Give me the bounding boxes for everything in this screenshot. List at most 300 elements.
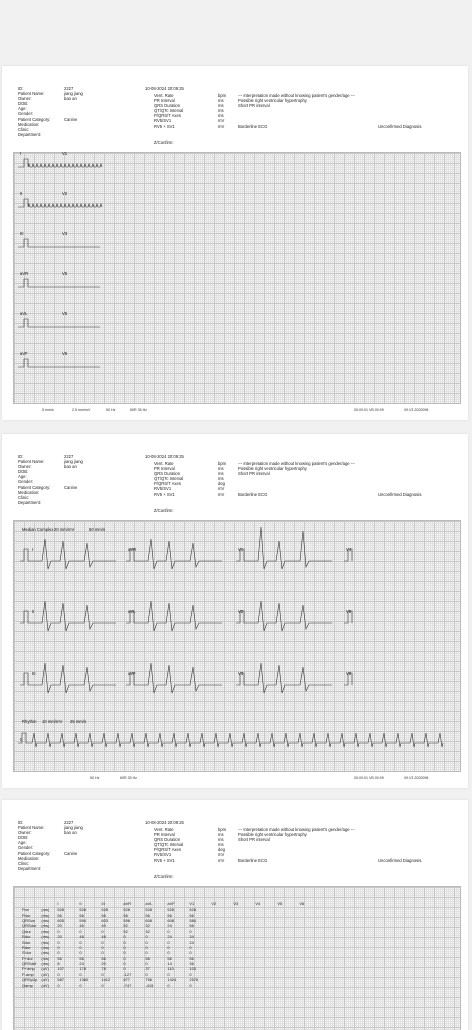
table-cell: 56 [189, 923, 194, 929]
lead-label-aVR: aVR [20, 271, 29, 276]
lead-label-V3: V3 [62, 231, 68, 236]
table-cell: 0 [101, 950, 104, 956]
table-cell: Pdur [22, 912, 31, 918]
table-cell: 78 [101, 966, 106, 972]
median-lead-label-V6: V6 [346, 671, 352, 676]
header-label: ID: [18, 820, 24, 825]
header-value [64, 500, 124, 505]
header-label: Patient Category: [18, 116, 51, 122]
table-cell: (uV) [41, 977, 49, 983]
table-cell: 20 [57, 923, 62, 929]
lead-label-aVF: aVF [20, 351, 28, 356]
table-cell: 1412 [101, 977, 111, 983]
header-label: Gender: [18, 479, 34, 485]
unconfirmed-diagnosis: Unconfirmed Diagnosis. [378, 858, 423, 863]
measurement-label: Vent. Rate [154, 827, 174, 832]
report-page-2 [2, 434, 468, 788]
table-cell: 0 [145, 950, 148, 956]
table-cell: 594 [79, 917, 87, 923]
table-cell: QRSdur [22, 923, 37, 929]
table-header-row [20, 899, 319, 907]
median-trace-II [20, 601, 116, 631]
table-cell: 0 [101, 944, 104, 950]
footer-gain: 2.5 mm/mV [72, 408, 91, 412]
header-value: jiang jiang [64, 459, 83, 465]
table-cell: Rdur [22, 944, 31, 950]
table-cell: QRSdef [22, 961, 37, 967]
lead-label-V5: V5 [62, 271, 68, 276]
header-label: Patient Name: [18, 91, 45, 97]
header-label: Medication: [18, 855, 40, 861]
table-cell: (ms) [41, 950, 50, 956]
header-labels [18, 454, 62, 505]
record-datetime: 10-08-2024 20:09:25 [145, 454, 184, 459]
table-cell: 0 [101, 971, 104, 977]
table-cell: 34 [189, 934, 194, 940]
table-cell: 56 [123, 912, 128, 918]
measurement-label: P/QRS/T Axes [154, 481, 181, 487]
header-label: Gender: [18, 111, 34, 117]
header-label: Department: [18, 499, 42, 505]
table-cell: 0 [79, 971, 82, 977]
rhythm-gain: 10 mm/mV [42, 719, 63, 724]
record-datetime: 10-08-2024 20:09:25 [145, 820, 184, 825]
header-label: Patient Name: [18, 459, 45, 465]
header-label: Department: [18, 131, 42, 137]
table-cell: 0 [101, 939, 104, 945]
table-cell: 605 [57, 917, 65, 923]
table-cell: 603 [101, 917, 109, 923]
measurement-grid [13, 886, 461, 1030]
median-lead-label-II: II [32, 609, 35, 614]
confirm-signature: Z/Confirm: [154, 508, 174, 513]
measurement-units [218, 93, 232, 129]
measurement-unit: ms [218, 108, 224, 114]
table-cell: 0 [101, 982, 104, 988]
table-cell: 107 [57, 966, 65, 972]
report-page-1 [2, 66, 468, 420]
table-cell: 608 [167, 917, 175, 923]
table-cell: 0 [189, 950, 192, 956]
median-trace-V1 [236, 527, 332, 569]
table-cell: 0 [57, 950, 60, 956]
header-label: Age: [18, 474, 27, 480]
table-cell: 110 [167, 966, 174, 972]
table-cell: 0 [123, 934, 126, 940]
interpretation-line: Short PR interval [238, 837, 270, 843]
footer-speed: 5 mm/s [42, 408, 54, 412]
table-cell: -747 [123, 982, 132, 988]
interpretation-line: Possible right ventricular hypertrophy [238, 98, 307, 104]
table-cell: 56 [101, 912, 106, 918]
header-label: Clinic: [18, 126, 30, 132]
lead-label-V6: V6 [62, 351, 68, 356]
lead-trace-I [18, 159, 102, 167]
table-cell: 0 [145, 971, 148, 977]
table-cell: 0 [123, 966, 126, 972]
lead-trace-III [18, 239, 100, 247]
median-lead-label-V4: V4 [346, 547, 352, 552]
table-cell: (uV) [41, 982, 49, 988]
table-cell: P+dur [22, 955, 33, 961]
measurement-label: RV5/SV1 [154, 486, 172, 492]
header-label: Clinic: [18, 494, 30, 500]
table-cell: 0 [145, 961, 148, 967]
table-cell: 528 [57, 907, 65, 913]
header-label: Department: [18, 865, 42, 871]
table-cell: 24 [167, 934, 172, 940]
table-cell: 103 [189, 966, 197, 972]
table-cell: 40 [101, 923, 106, 929]
table-cell: 56 [79, 955, 84, 961]
measurement-label: QRS Duration [154, 103, 181, 109]
lead-trace-aVF [18, 359, 100, 367]
measurement-unit: ms [218, 837, 224, 843]
median-lead-label-aVL: aVL [128, 609, 136, 614]
measurement-unit: mV [218, 852, 225, 858]
measurement-units [218, 461, 232, 497]
borderline-statement: Borderline ECG [238, 492, 268, 497]
column-header: V2 [211, 900, 217, 906]
measurement-unit: mV [218, 491, 225, 497]
ecg-traces [14, 521, 460, 771]
measurement-unit: ms [218, 103, 224, 109]
measurement-labels [154, 93, 214, 129]
measurement-unit: ms [218, 98, 224, 104]
header-labels [18, 86, 62, 137]
table-row [20, 982, 319, 987]
lead-label-V2: V2 [62, 191, 68, 196]
lead-trace-aVR [18, 279, 100, 287]
column-header: V4 [255, 900, 261, 906]
header-label: Owner: [18, 96, 32, 102]
measurement-label: QT/QTc Interval [154, 108, 184, 114]
table-cell: 24 [167, 923, 172, 929]
record-datetime: 10-08-2024 20:09:25 [145, 86, 184, 91]
header-label: Owner: [18, 464, 32, 470]
interpretation-line: --- Interpretation made without knowing patient's gender/age --- [238, 827, 355, 832]
column-header: III [101, 900, 105, 906]
measurement-label: QRS Duration [154, 471, 181, 477]
median-trace-aVL [126, 601, 222, 631]
table-cell: (ms) [41, 955, 50, 961]
header-value: 2227 [64, 454, 74, 459]
borderline-statement: Borderline ECG [238, 858, 268, 863]
median-gain: 20 mm/mV [54, 527, 75, 532]
table-cell: 0 [79, 939, 82, 945]
median-lead-label-V2: V2 [238, 609, 244, 614]
interpretation-text [238, 93, 388, 108]
table-cell: 0 [57, 939, 60, 945]
median-trace-V2 [236, 601, 332, 631]
table-cell: 528 [189, 907, 197, 913]
measurement-unit: ms [218, 113, 224, 119]
measurement-label: PR Interval [154, 98, 175, 104]
table-cell: 8 [57, 961, 60, 967]
median-trace-aVR [126, 539, 222, 569]
measurement-unit: ms [218, 476, 224, 482]
table-cell: (ms) [41, 939, 50, 945]
header-label: Patient Category: [18, 484, 51, 490]
column-header [39, 899, 55, 907]
table-cell: 52 [123, 923, 128, 929]
table-cell: 56 [167, 955, 172, 961]
patient-header [2, 434, 468, 518]
table-cell: 0 [189, 982, 192, 988]
measurement-unit: mV [218, 123, 225, 129]
table-cell: Pon [22, 907, 30, 913]
table-cell: -415 [145, 982, 154, 988]
table-cell: 0 [167, 982, 170, 988]
table-cell: QRSp2p [22, 977, 38, 983]
measurement-unit: bpm [218, 93, 227, 98]
measurement-unit: ms [218, 471, 224, 477]
median-lead-label-V1: V1 [238, 547, 244, 552]
footer-mains-filter: 50 Hz [106, 408, 116, 412]
table-cell: Qamp [22, 982, 33, 988]
measurement-labels [154, 827, 214, 863]
table-cell: 52 [123, 928, 128, 934]
table-cell: 0 [57, 928, 60, 934]
table-cell: 0 [57, 944, 60, 950]
table-cell: (ms) [41, 907, 50, 913]
table-cell: 24 [189, 939, 194, 945]
table-cell: 528 [123, 907, 131, 913]
table-cell: 32 [145, 923, 150, 929]
table-cell: 0 [57, 971, 60, 977]
measurement-unit: ms [218, 466, 224, 472]
table-cell: 0 [167, 944, 170, 950]
header-labels [18, 820, 62, 871]
table-cell: (ms) [41, 917, 50, 923]
table-cell: 56 [167, 912, 172, 918]
header-value: bao an [64, 464, 77, 470]
header-label: ID: [18, 454, 24, 459]
header-value: Canine [64, 484, 78, 490]
lead-label-V5: V5 [62, 311, 68, 316]
header-value: bao an [64, 830, 77, 836]
measurement-label: RV5 + SV1 [154, 491, 175, 497]
table-cell: S'dur [22, 950, 32, 956]
table-cell: 0 [79, 928, 82, 934]
footer-filter: 60R 35 Hz [120, 776, 137, 780]
footer-serial: 09.V3 2020098 [404, 776, 429, 780]
table-cell: 0 [79, 950, 82, 956]
table-cell: 37 [145, 966, 150, 972]
table-cell: (ms) [41, 912, 50, 918]
footer-mains-filter: 50 Hz [90, 776, 100, 780]
footer-device-code: 00:00:01 VB 00:09 [354, 776, 384, 780]
table-cell: 528 [145, 907, 153, 913]
table-cell: 24 [79, 961, 84, 967]
header-label: DOB: [18, 469, 29, 475]
table-cell: 36 [189, 961, 194, 967]
table-cell: 0 [123, 939, 126, 945]
ecg-grid-median [13, 520, 461, 772]
header-value: jiang jiang [64, 825, 83, 831]
table-cell: 0 [189, 928, 192, 934]
median-trace-III [20, 663, 116, 693]
measurement-label: P/QRS/T Axes [154, 847, 181, 853]
patient-header [2, 66, 468, 150]
median-trace-V3 [236, 663, 332, 693]
measurement-label: QT/QTc Interval [154, 842, 184, 848]
column-header: V1 [189, 900, 195, 906]
column-header [20, 899, 39, 907]
table-cell: 20 [57, 934, 62, 940]
table-cell: 0 [123, 955, 126, 961]
measurement-label: Vent. Rate [154, 93, 174, 98]
column-header: aVR [123, 900, 132, 906]
interpretation-line: Possible right ventricular hypertrophy [238, 832, 307, 838]
measurement-label: RV5/SV1 [154, 118, 172, 124]
measurement-unit: mV [218, 857, 225, 863]
header-label: Medication: [18, 121, 40, 127]
median-label: Median Complex [22, 527, 54, 532]
median-lead-label-aVR: aVR [128, 547, 137, 552]
table-cell: 0 [189, 971, 192, 977]
median-lead-label-V3: V3 [238, 671, 244, 676]
rhythm-speed: 25 mm/s [70, 719, 87, 724]
measurement-table [20, 899, 319, 988]
header-label: Age: [18, 840, 27, 846]
interpretation-text [238, 461, 388, 476]
column-header: V6 [299, 900, 305, 906]
report-page-3 [2, 800, 468, 1030]
table-cell: 56 [101, 955, 106, 961]
table-cell: 0 [123, 950, 126, 956]
confirm-signature: Z/Confirm: [154, 874, 174, 879]
column-header: aVL [145, 900, 153, 906]
median-trace-I [20, 539, 116, 569]
table-cell: 56 [145, 955, 150, 961]
table-cell: 56 [79, 912, 84, 918]
table-cell: 0 [57, 982, 60, 988]
table-cell: 528 [101, 907, 109, 913]
header-value: bao an [64, 96, 77, 102]
table-cell: 1360 [79, 977, 89, 983]
lead-trace-aVL [18, 319, 100, 327]
median-trace-aVF [126, 663, 222, 693]
table-cell: 56 [189, 912, 194, 918]
unconfirmed-diagnosis: Unconfirmed Diagnosis. [378, 124, 423, 129]
table-cell: Qdur [22, 928, 31, 934]
measurement-unit: mV [218, 486, 225, 492]
column-header: aVF [167, 900, 175, 906]
header-label: Medication: [18, 489, 40, 495]
measurement-unit: deg [218, 847, 225, 853]
interpretation-line: --- Interpretation made without knowing patient's gender/age --- [238, 93, 355, 98]
table-cell: 0 [123, 961, 126, 967]
measurement-label: QT/QTc Interval [154, 476, 184, 482]
ecg-traces [14, 153, 460, 403]
interpretation-line: --- Interpretation made without knowing patient's gender/age --- [238, 461, 355, 466]
table-cell: P+amp [22, 966, 35, 972]
median-lead-label-aVF: aVF [128, 671, 136, 676]
column-header: II [79, 900, 82, 906]
table-cell: 0 [167, 928, 170, 934]
header-values [64, 820, 124, 871]
header-value: Canine [64, 850, 78, 856]
lead-label-aVL: aVL [20, 311, 28, 316]
table-cell: 2576 [189, 977, 199, 983]
header-values [64, 454, 124, 505]
header-label: DOB: [18, 101, 29, 107]
table-cell: 32 [145, 928, 150, 934]
measurement-label: PR Interval [154, 832, 175, 838]
measurement-label: RV5 + SV1 [154, 123, 175, 129]
rhythm-trace [18, 733, 443, 747]
table-cell: (ms) [41, 928, 50, 934]
header-value: 2227 [64, 86, 74, 91]
table-cell: 528 [79, 907, 87, 913]
table-cell: 0 [123, 944, 126, 950]
table-cell: 0 [167, 939, 170, 945]
measurement-labels [154, 461, 214, 497]
header-label: DOB: [18, 835, 29, 841]
table-cell: 0 [145, 939, 148, 945]
unconfirmed-diagnosis: Unconfirmed Diagnosis. [378, 492, 423, 497]
table-cell: Rdur [22, 934, 31, 940]
median-lead-label-III: III [32, 671, 36, 676]
lead-label-II: II [20, 191, 23, 196]
table-cell: 587 [57, 977, 65, 983]
table-cell: (ms) [41, 923, 50, 929]
table-cell: 46 [79, 923, 84, 929]
interpretation-line: Possible right ventricular hypertrophy [238, 466, 307, 472]
table-cell: 0 [79, 982, 82, 988]
header-label: Patient Category: [18, 850, 51, 856]
header-label: Clinic: [18, 860, 30, 866]
measurement-unit: mV [218, 118, 225, 124]
table-cell: 14 [167, 961, 172, 967]
measurement-unit: bpm [218, 461, 227, 466]
ecg-grid-12-lead [13, 152, 461, 404]
confirm-signature: Z/Confirm: [154, 140, 174, 145]
table-cell: 584 [189, 917, 197, 923]
measurement-unit: bpm [218, 827, 227, 832]
table-cell: 48 [101, 934, 106, 940]
header-label: Owner: [18, 830, 32, 836]
table-cell: 56 [57, 955, 62, 961]
table-cell: QRSon [22, 917, 36, 923]
table-cell: (ms) [41, 934, 50, 940]
table-cell: 598 [123, 917, 131, 923]
measurement-unit: deg [218, 481, 225, 487]
table-cell: 56 [57, 912, 62, 918]
table-cell: 877 [123, 977, 131, 983]
column-header: V3 [233, 900, 239, 906]
lead-label-III: III [20, 231, 24, 236]
table-cell: 0 [167, 971, 170, 977]
table-cell: 20 [101, 961, 106, 967]
table-cell: Sdur [22, 939, 31, 945]
header-value [64, 866, 124, 871]
header-label: ID: [18, 86, 24, 91]
patient-header [2, 800, 468, 884]
median-lead-label-V5: V5 [346, 609, 352, 614]
column-header: I [57, 900, 59, 906]
table-cell: 56 [145, 912, 150, 918]
interpretation-line: Short PR interval [238, 103, 270, 109]
table-cell: 756 [145, 977, 153, 983]
table-cell: P-amp [22, 971, 34, 977]
lead-label-V1: V1 [62, 151, 68, 156]
table-cell: -127 [123, 971, 132, 977]
header-label: Patient Name: [18, 825, 45, 831]
table-cell: 0 [167, 950, 170, 956]
table-cell: 178 [79, 966, 87, 972]
